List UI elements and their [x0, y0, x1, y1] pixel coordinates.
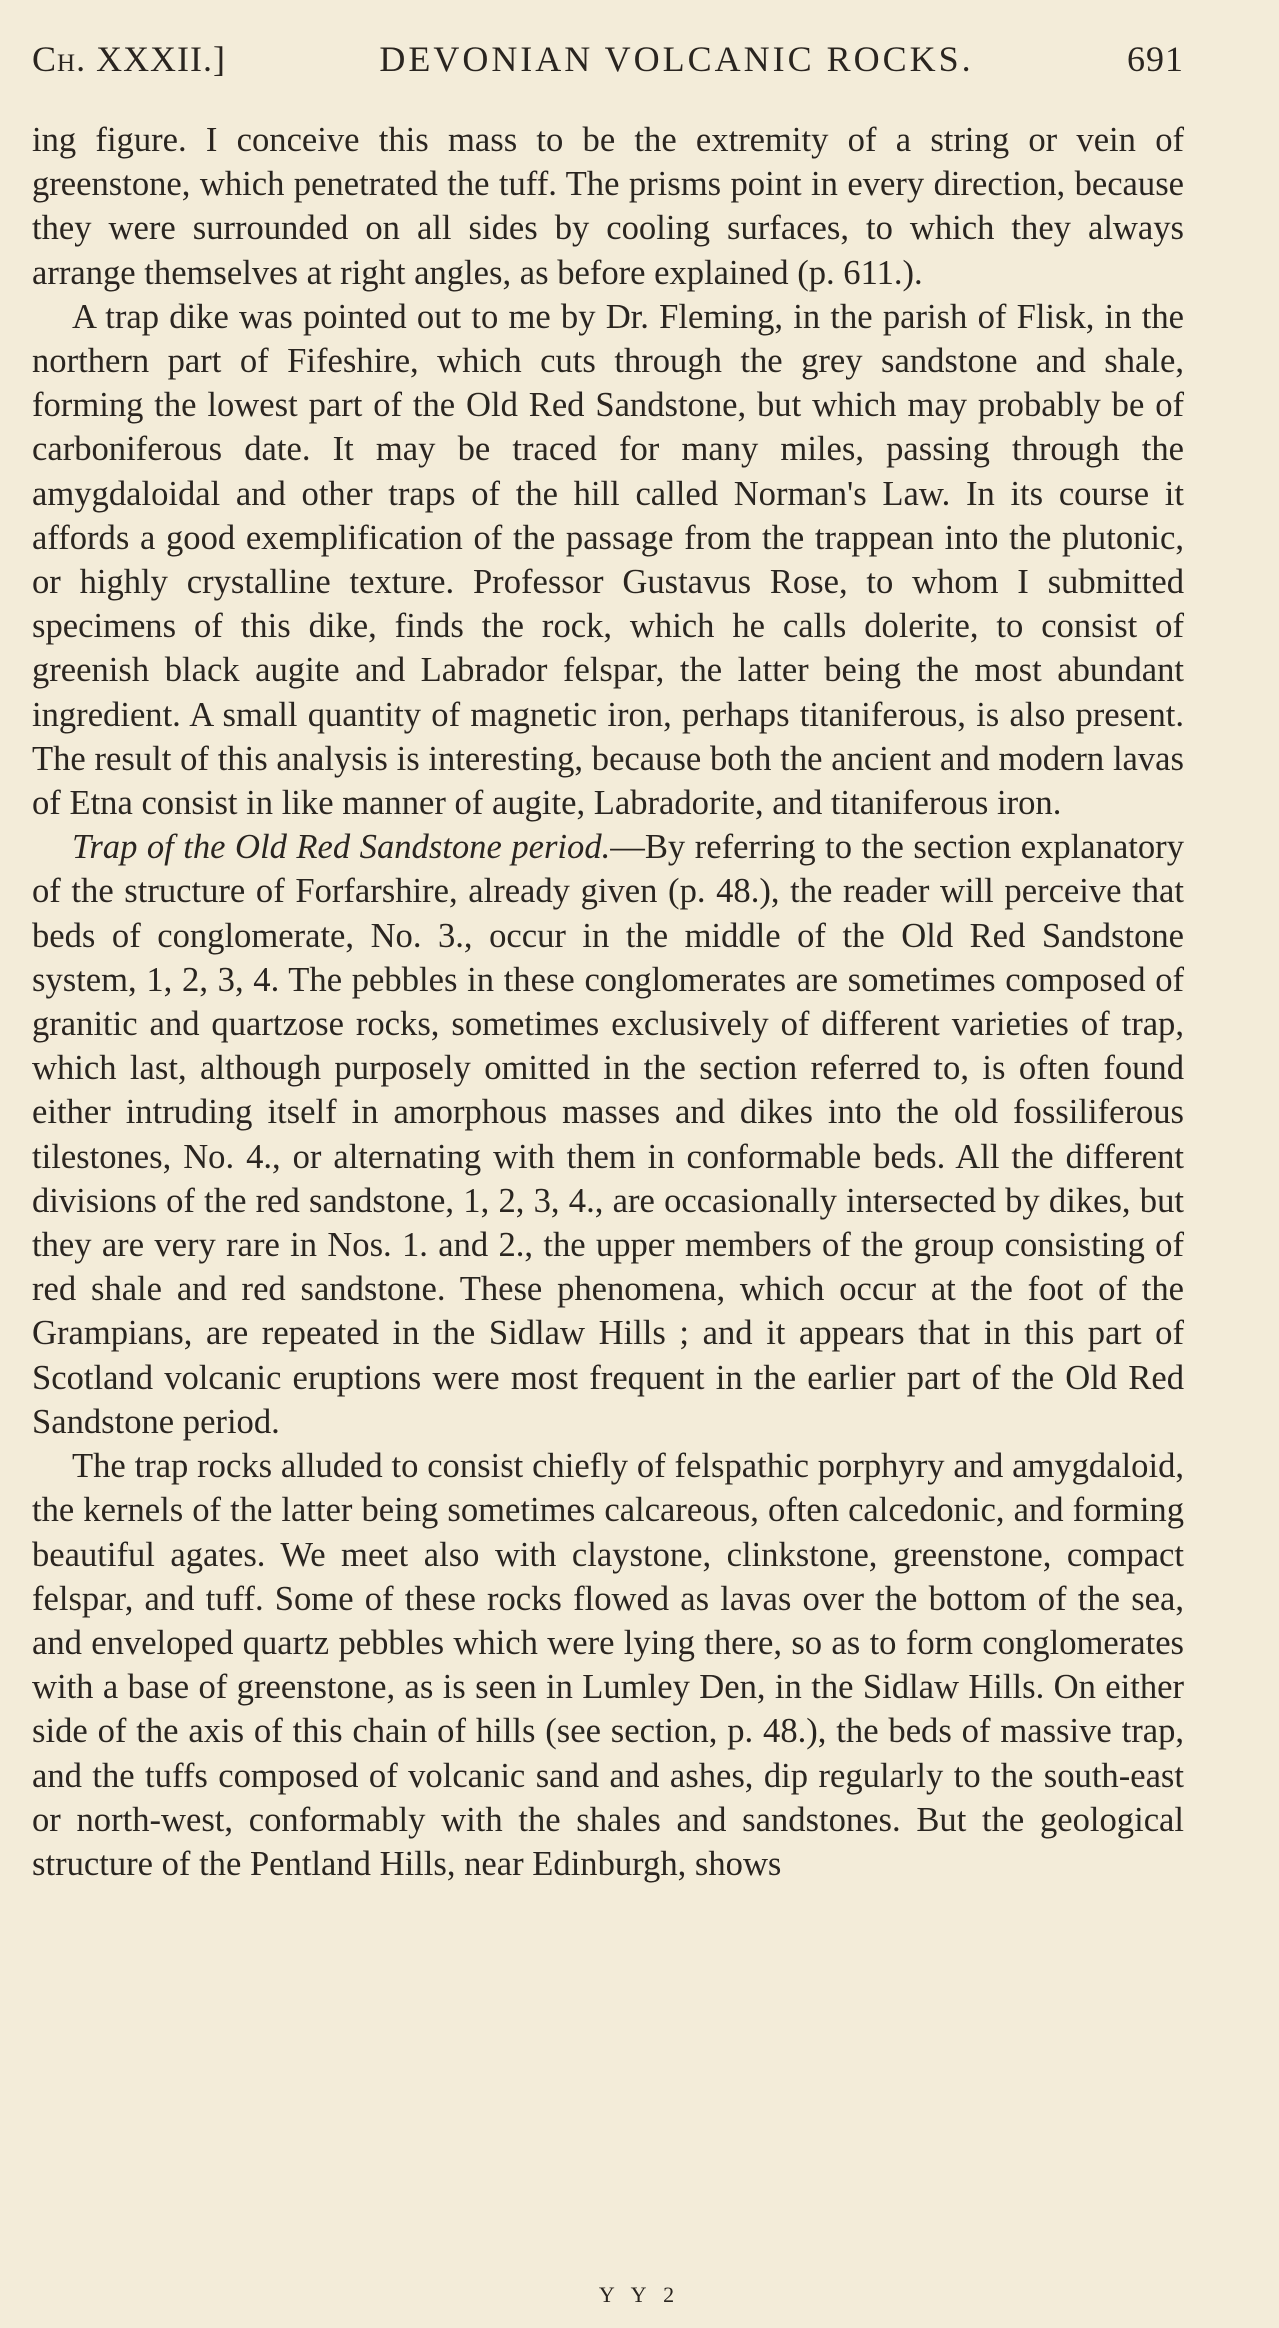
- paragraph-1: ing figure. I conceive this mass to be the extremity of a string or vein of greenstone, which penetrated the tuff. The prisms point in every direction, because they were surrounded on all sides by cooling surfaces, to which they always arrange themselves at right angles, as before explained (p. 611.).: [32, 121, 1184, 292]
- paragraph-3-text: —By referring to the section explanatory of the structure of Forfarshire, already given (p. 48.), the reader will perceive that beds of conglomerate, No. 3., occur in the middle of the Old Red Sandstone system, 1, 2, 3, 4. The pebbles in these conglomerates are sometimes composed of granitic and quartzose rocks, sometimes exclusively of different varieties of trap, which last, although purposely omitted in the section referred to, is often found either intruding itself in amorphous masses and dikes into the old fossiliferous tilestones, No. 4., or alternating with them in conformable beds. All the different divisions of the red sandstone, 1, 2, 3, 4., are occasionally intersected by dikes, but they are very rare in Nos. 1. and 2., the upper members of the group consisting of red shale and red sandstone. These phenomena, which occur at the foot of the Grampians, are repeated in the Sidlaw Hills ; and it appears that in this part of Scotland volcanic eruptions were most frequent in the earlier part of the Old Red Sandstone period.: [32, 828, 1184, 1441]
- page-number: 691: [1126, 39, 1184, 79]
- section-heading: Trap of the Old Red Sandstone period.: [72, 828, 611, 867]
- signature-mark: Y Y 2: [598, 2282, 681, 2307]
- body-text: [32, 118, 1184, 1886]
- paragraph-3: [32, 825, 1184, 1444]
- chapter-label: Ch. XXXII.]: [32, 39, 227, 79]
- running-title: DEVONIAN VOLCANIC ROCKS.: [379, 39, 974, 79]
- paragraph-4: The trap rocks alluded to consist chiefly of felspathic porphyry and amygdaloid, the kernels of the latter being sometimes calcareous, often calcedonic, and forming beautiful agates. We meet also with claystone, clinkstone, greenstone, compact felspar, and tuff. Some of these rocks flowed as lavas over the bottom of the sea, and enveloped quartz pebbles which were lying there, so as to form conglomerates with a base of greenstone, as is seen in Lumley Den, in the Sidlaw Hills. On either side of the axis of this chain of hills (see section, p. 48.), the beds of massive trap, and the tuffs composed of volcanic sand and ashes, dip regularly to the south-east or north-west, conformably with the shales and sandstones. But the geological structure of the Pentland Hills, near Edinburgh, shows: [32, 1447, 1184, 1883]
- paragraph-2: A trap dike was pointed out to me by Dr. Fleming, in the parish of Flisk, in the northern part of Fifeshire, which cuts through the grey sandstone and shale, forming the lowest part of the Old Red Sandstone, but which may probably be of carboniferous date. It may be traced for many miles, passing through the amygdaloidal and other traps of the hill called Norman's Law. In its course it affords a good exemplification of the passage from the trappean into the plutonic, or highly crystalline texture. Professor Gustavus Rose, to whom I submitted specimens of this dike, finds the rock, which he calls dolerite, to consist of greenish black augite and Labrador felspar, the latter being the most abundant ingredient. A small quantity of magnetic iron, perhaps titaniferous, is also present. The result of this analysis is interesting, because both the ancient and modern lavas of Etna consist in like manner of augite, Labradorite, and titaniferous iron.: [32, 297, 1184, 823]
- running-header: [32, 38, 1184, 88]
